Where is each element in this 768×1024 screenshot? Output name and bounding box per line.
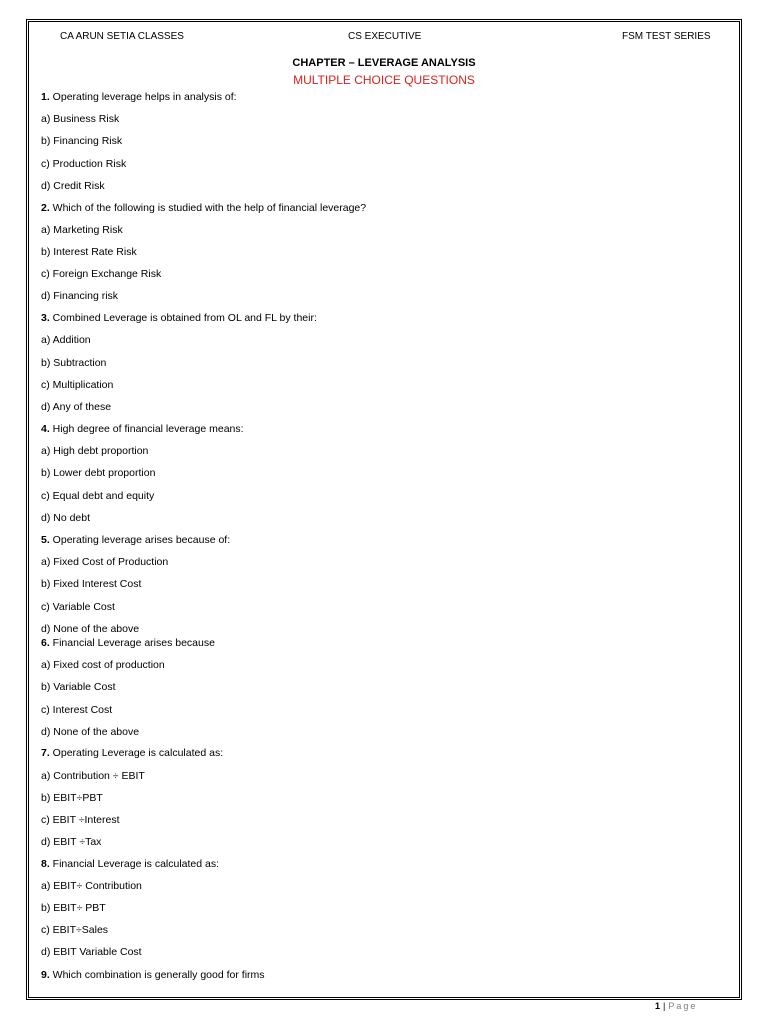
question-4	[41, 423, 244, 436]
question-text: High degree of financial leverage means:	[49, 423, 244, 435]
answer-option: c) Multiplication	[41, 379, 114, 391]
question-number: 4.	[41, 423, 50, 435]
question-text: Which combination is generally good for firms	[49, 969, 265, 981]
answer-option: d) No debt	[41, 512, 91, 524]
answer-option: a) Contribution ÷ EBIT	[41, 770, 145, 782]
header-series: FSM TEST SERIES	[622, 31, 711, 42]
answer-option: d) Financing risk	[41, 290, 119, 302]
answer-option: a) Addition	[41, 334, 91, 346]
answer-option: d) Credit Risk	[41, 180, 105, 192]
answer-option: b) EBIT÷ PBT	[41, 902, 106, 914]
question-number: 3.	[41, 312, 50, 324]
answer-option: c) Variable Cost	[41, 601, 115, 613]
header-course: CS EXECUTIVE	[348, 31, 422, 42]
answer-option: c) EBIT ÷Interest	[41, 814, 120, 826]
question-text: Operating leverage arises because of:	[49, 534, 231, 546]
answer-option: d) EBIT ÷Tax	[41, 836, 102, 848]
answer-option: b) EBIT÷PBT	[41, 792, 103, 804]
question-2	[41, 202, 366, 215]
question-number: 8.	[41, 858, 50, 870]
question-8	[41, 858, 219, 871]
page-footer	[655, 1001, 697, 1011]
answer-option: a) EBIT÷ Contribution	[41, 880, 142, 892]
question-number: 9.	[41, 969, 50, 981]
answer-option: b) Subtraction	[41, 357, 107, 369]
chapter-title: CHAPTER – LEVERAGE ANALYSIS	[292, 57, 476, 69]
answer-option: b) Lower debt proportion	[41, 467, 156, 479]
question-1	[41, 91, 237, 104]
question-text: Combined Leverage is obtained from OL and FL by their:	[49, 312, 317, 324]
page-number: 1	[655, 1001, 661, 1011]
question-text: Which of the following is studied with the help of financial leverage?	[49, 202, 367, 214]
answer-option: c) EBIT÷Sales	[41, 924, 109, 936]
page-header	[0, 31, 768, 45]
answer-option: c) Interest Cost	[41, 704, 113, 716]
question-text: Operating leverage helps in analysis of:	[49, 91, 237, 103]
question-3	[41, 312, 317, 325]
answer-option: a) Fixed cost of production	[41, 659, 165, 671]
question-number: 1.	[41, 91, 50, 103]
question-5	[41, 534, 230, 547]
question-text: Financial Leverage arises because	[49, 637, 215, 649]
question-6	[41, 637, 215, 650]
answer-option: b) Interest Rate Risk	[41, 246, 137, 258]
question-text: Operating Leverage is calculated as:	[49, 747, 224, 759]
answer-option: c) Production Risk	[41, 158, 127, 170]
answer-option: d) None of the above	[41, 623, 140, 635]
page-label: Page	[668, 1001, 698, 1011]
answer-option: b) Financing Risk	[41, 135, 123, 147]
question-number: 6.	[41, 637, 50, 649]
answer-option: a) Business Risk	[41, 113, 120, 125]
answer-option: d) EBIT Variable Cost	[41, 946, 142, 958]
question-number: 7.	[41, 747, 50, 759]
answer-option: c) Equal debt and equity	[41, 490, 155, 502]
answer-option: d) Any of these	[41, 401, 112, 413]
answer-option: a) High debt proportion	[41, 445, 149, 457]
answer-option: a) Marketing Risk	[41, 224, 123, 236]
question-text: Financial Leverage is calculated as:	[49, 858, 220, 870]
answer-option: b) Fixed Interest Cost	[41, 578, 142, 590]
question-7	[41, 747, 223, 760]
page-border	[26, 19, 742, 1000]
header-institute: CA ARUN SETIA CLASSES	[60, 31, 184, 42]
question-number: 5.	[41, 534, 50, 546]
answer-option: a) Fixed Cost of Production	[41, 556, 169, 568]
section-subtitle: MULTIPLE CHOICE QUESTIONS	[293, 73, 475, 87]
answer-option: c) Foreign Exchange Risk	[41, 268, 162, 280]
question-number: 2.	[41, 202, 50, 214]
answer-option: b) Variable Cost	[41, 681, 116, 693]
question-9	[41, 969, 265, 982]
footer-separator: |	[663, 1001, 666, 1011]
answer-option: d) None of the above	[41, 726, 140, 738]
